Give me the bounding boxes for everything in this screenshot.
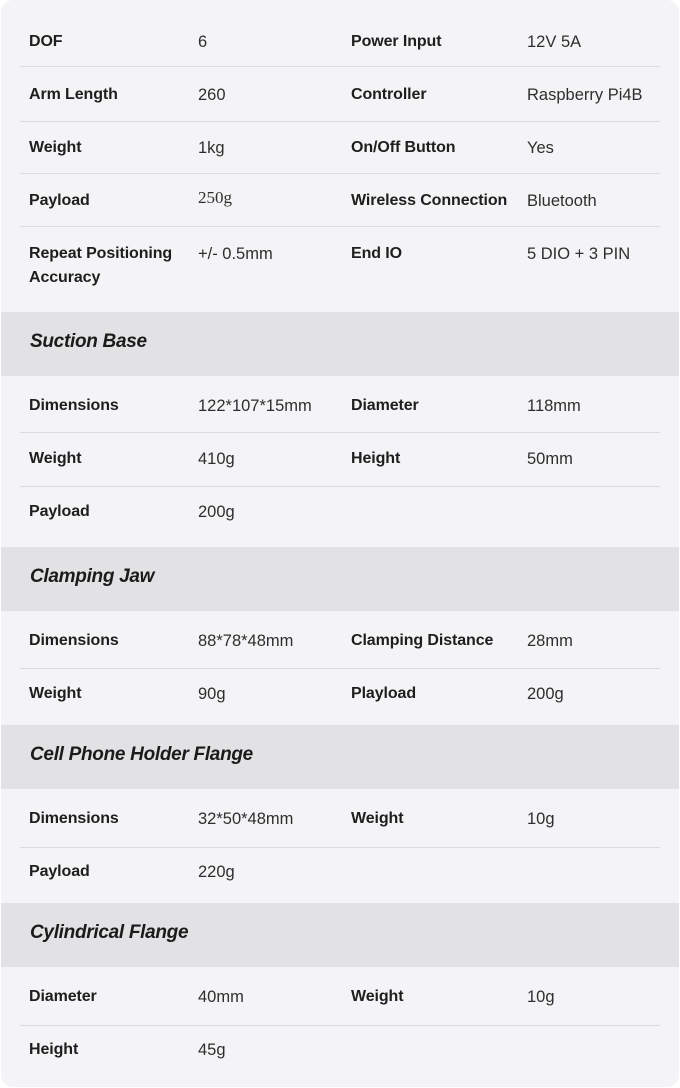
row-divider: [20, 121, 660, 122]
spec-value: 45g: [198, 1041, 226, 1059]
spec-label: Arm Length: [29, 86, 118, 103]
spec-label: Weight: [29, 450, 82, 467]
spec-value: 250g: [198, 188, 232, 207]
row-divider: [20, 226, 660, 227]
spec-label: Payload: [29, 192, 90, 209]
spec-label: Height: [351, 450, 401, 467]
spec-value: 50mm: [527, 450, 573, 468]
spec-value: Yes: [527, 139, 554, 157]
spec-value: 5 DIO + 3 PIN: [527, 245, 631, 263]
spec-value: 32*50*48mm: [198, 810, 294, 828]
section-title: Suction Base: [30, 331, 147, 352]
spec-value: 260: [198, 86, 226, 104]
spec-label: Height: [29, 1041, 79, 1058]
spec-label: Controller: [351, 86, 427, 103]
spec-label: Repeat Positioning: [29, 245, 173, 262]
spec-value: 6: [198, 33, 208, 51]
row-divider: [20, 432, 660, 433]
section-header: [1, 547, 679, 611]
spec-value: 40mm: [198, 988, 244, 1006]
spec-value: +/- 0.5mm: [198, 245, 273, 263]
spec-label: Dimensions: [29, 810, 119, 827]
spec-label: Playload: [351, 685, 417, 702]
row-divider: [20, 486, 660, 487]
section-header: [1, 725, 679, 789]
row-divider: [20, 66, 660, 67]
spec-label: Diameter: [29, 988, 97, 1005]
row-divider: [20, 847, 660, 848]
spec-label: Wireless Connection: [351, 192, 508, 209]
row-divider: [20, 173, 660, 174]
spec-value: 200g: [198, 503, 235, 521]
spec-value: 90g: [198, 685, 226, 703]
row-divider: [20, 1025, 660, 1026]
spec-value: 10g: [527, 988, 555, 1006]
section-header: [1, 312, 679, 376]
spec-label: Payload: [29, 863, 90, 880]
spec-label: Diameter: [351, 397, 419, 414]
spec-value: 88*78*48mm: [198, 632, 294, 650]
section-header: [1, 903, 679, 967]
spec-value: 10g: [527, 810, 555, 828]
section-title: Clamping Jaw: [30, 566, 155, 587]
section-title: Cylindrical Flange: [30, 922, 189, 943]
row-divider: [20, 668, 660, 669]
spec-label: DOF: [29, 33, 63, 50]
spec-label: Dimensions: [29, 632, 119, 649]
spec-label: Dimensions: [29, 397, 119, 414]
spec-value: Bluetooth: [527, 192, 597, 210]
spec-label: Clamping Distance: [351, 632, 494, 649]
spec-value: 118mm: [527, 397, 581, 415]
spec-value: 410g: [198, 450, 235, 468]
spec-value: Raspberry Pi4B: [527, 86, 643, 104]
spec-label: Weight: [29, 685, 82, 702]
spec-value: 12V 5A: [527, 33, 582, 51]
spec-label: Payload: [29, 503, 90, 520]
spec-value: 122*107*15mm: [198, 397, 312, 415]
spec-label: Weight: [29, 139, 82, 156]
section-title: Cell Phone Holder Flange: [30, 744, 253, 765]
spec-value: 28mm: [527, 632, 573, 650]
spec-label: Weight: [351, 988, 404, 1005]
spec-label: Power Input: [351, 33, 442, 50]
spec-value: 200g: [527, 685, 564, 703]
spec-label: Weight: [351, 810, 404, 827]
spec-value: 220g: [198, 863, 235, 881]
spec-label: Accuracy: [29, 269, 101, 286]
spec-value: 1kg: [198, 139, 225, 157]
spec-label: On/Off Button: [351, 139, 456, 156]
spec-card: [1, 0, 679, 1087]
spec-label: End IO: [351, 245, 402, 262]
